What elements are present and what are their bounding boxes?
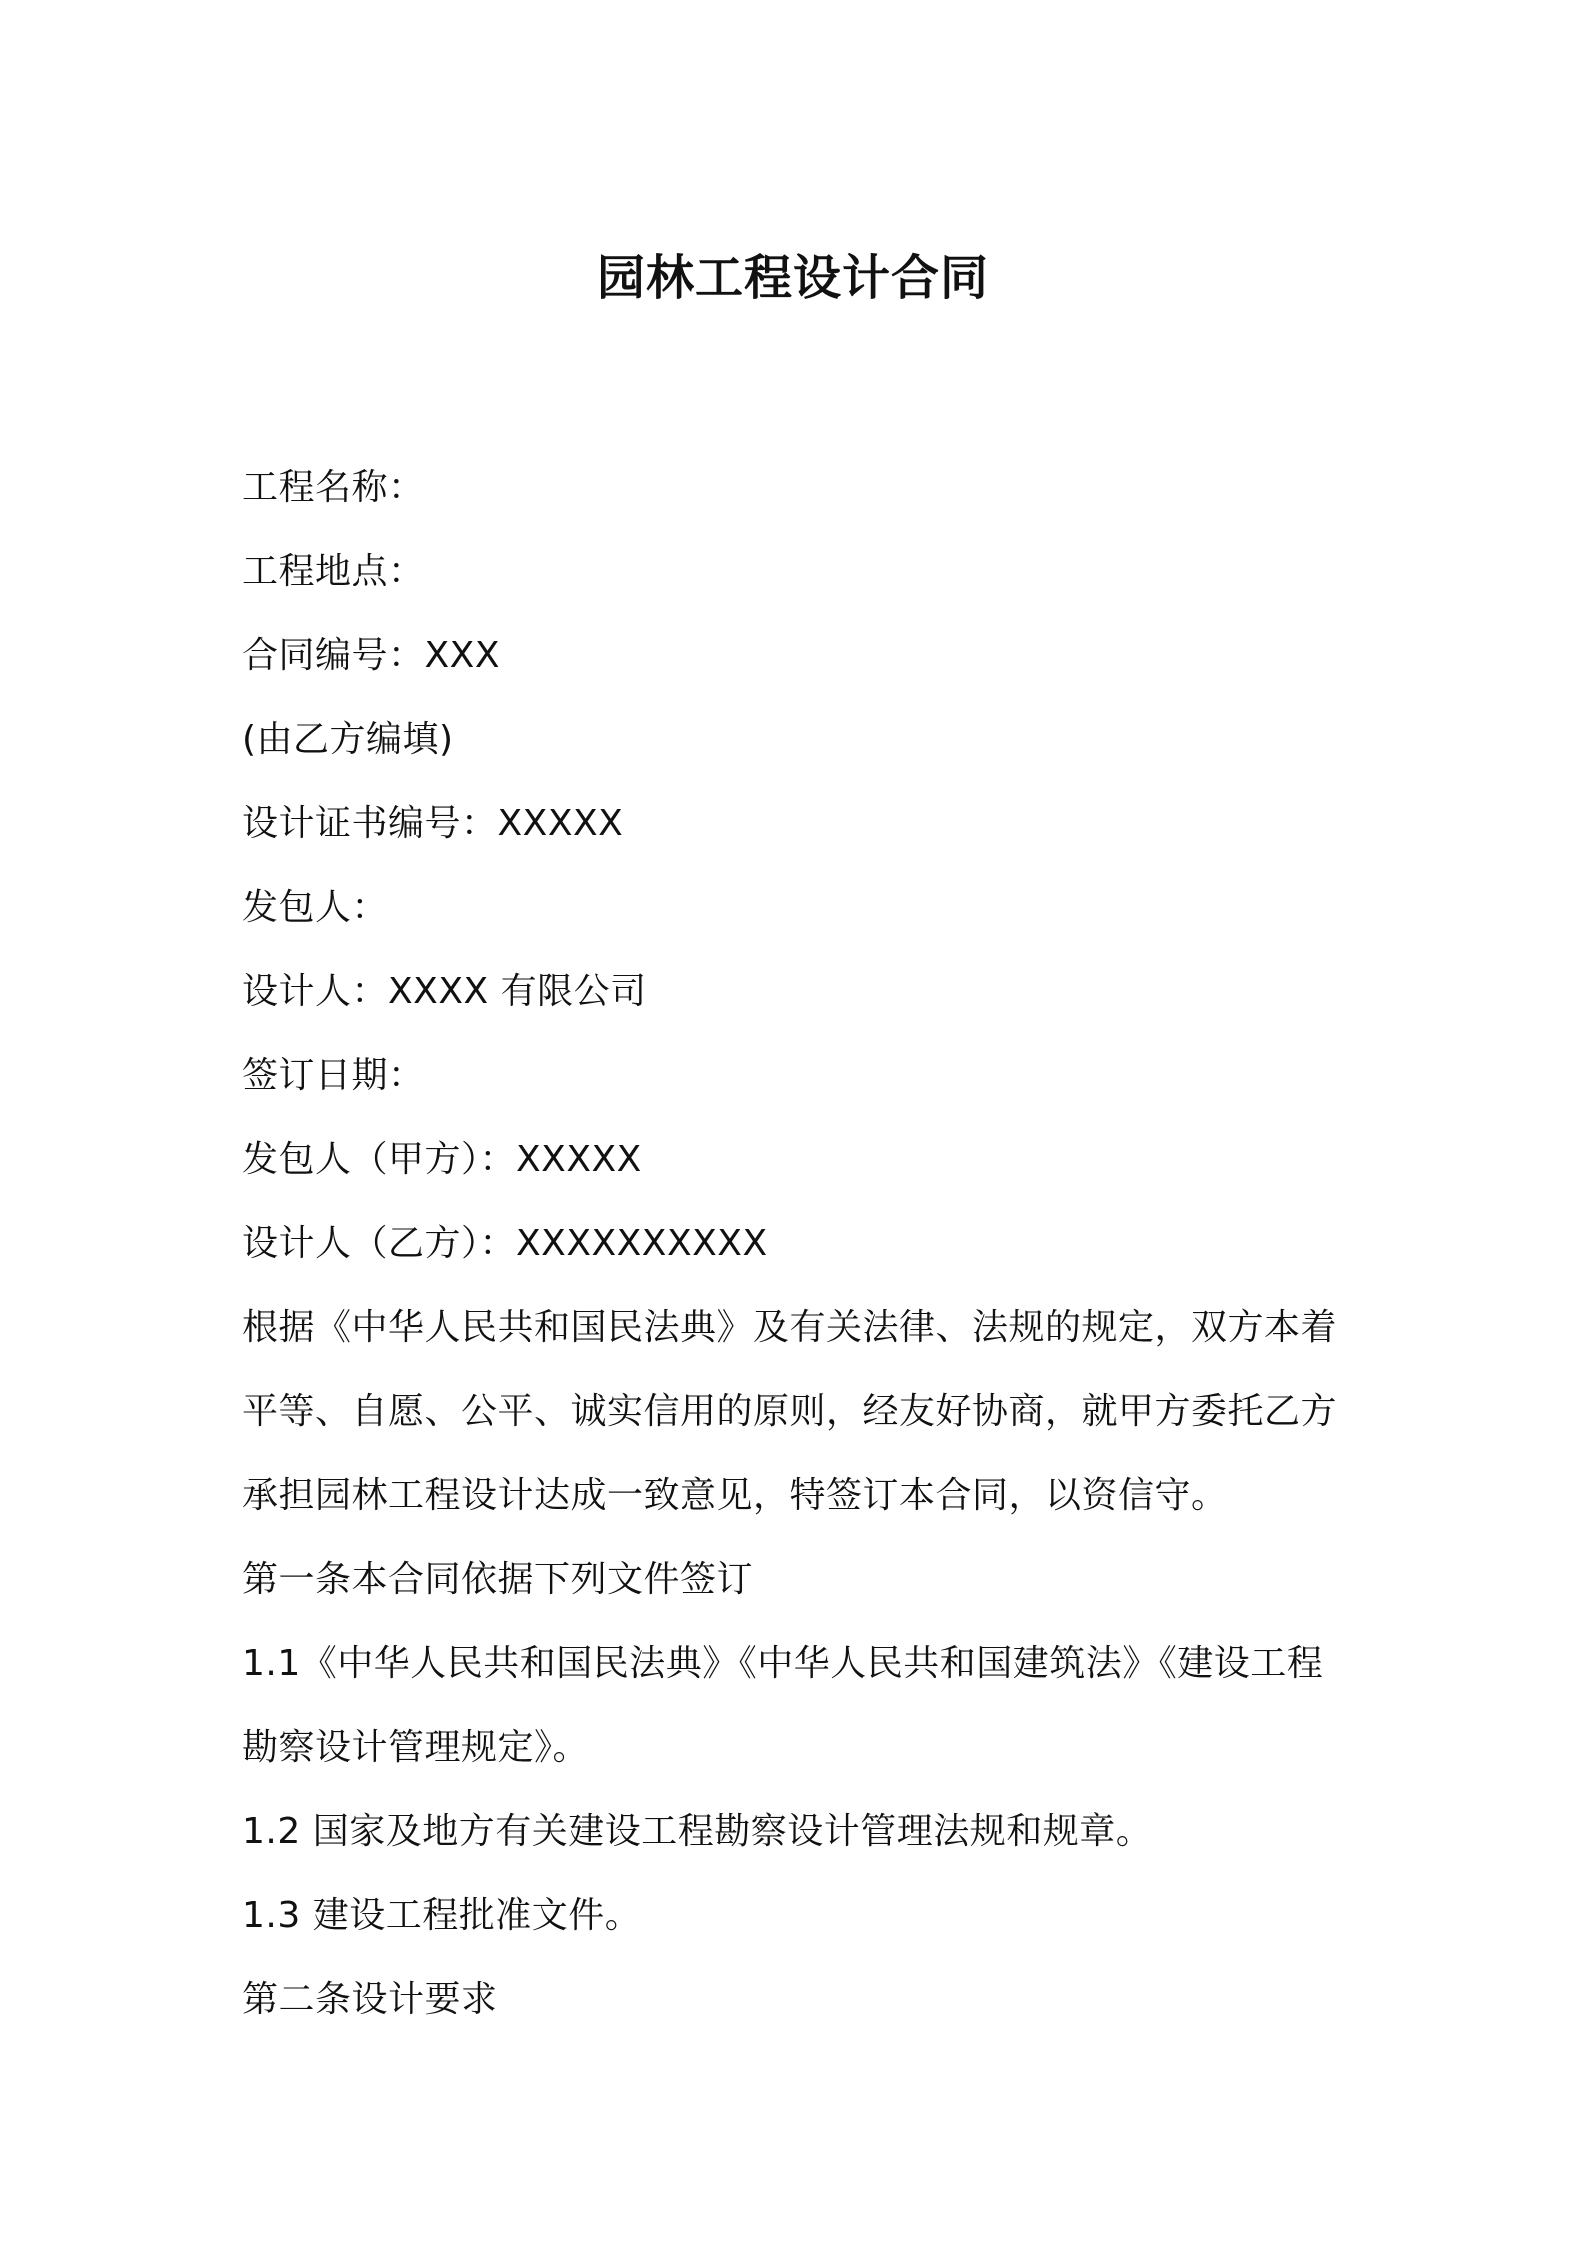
field-employer: 发包人： [242,887,389,928]
field-signing-date: 签订日期： [242,1055,425,1096]
document-body [242,446,1362,2042]
document-title: 园林工程设计合同 [596,250,989,306]
article-1-heading: 第一条本合同依据下列文件签订 [242,1559,754,1600]
clause-1-3: 1.3 建设工程批准文件。 [242,1895,642,1936]
article-2-heading: 第二条设计要求 [242,1979,498,2020]
preamble-line-2: 平等、自愿、公平、诚实信用的原则，经友好协商，就甲方委托乙方 [242,1391,1338,1432]
field-party-b: 设计人（乙方）：XXXXXXXXXX [242,1223,768,1264]
field-party-a: 发包人（甲方）：XXXXX [242,1139,642,1180]
field-contract-number: 合同编号：XXX [242,635,500,676]
clause-1-2: 1.2 国家及地方有关建设工程勘察设计管理法规和规章。 [242,1811,1153,1852]
field-designer: 设计人：XXXX 有限公司 [242,971,647,1012]
clause-1-1-line-1: 1.1《中华人民共和国民法典》《中华人民共和国建筑法》《建设工程 [242,1643,1324,1684]
field-design-certificate-number: 设计证书编号：XXXXX [242,803,624,844]
preamble-line-1: 根据《中华人民共和国民法典》及有关法律、法规的规定，双方本着 [242,1307,1338,1348]
field-project-name: 工程名称： [242,467,425,508]
field-project-location: 工程地点： [242,551,425,592]
note-filled-by-party-b: (由乙方编填) [242,719,454,760]
clause-1-1-line-2: 勘察设计管理规定》。 [242,1727,590,1768]
preamble-line-3: 承担园林工程设计达成一致意见，特签订本合同，以资信守。 [242,1475,1228,1516]
